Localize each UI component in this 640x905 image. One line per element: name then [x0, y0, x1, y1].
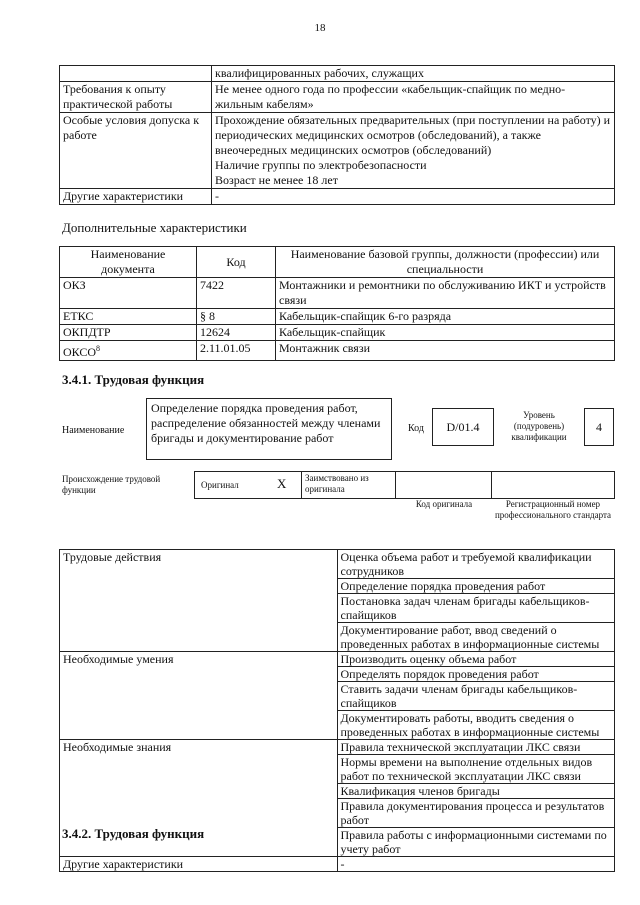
table-cell: Правила технической эксплуатации ЛКС связи	[337, 740, 615, 755]
table-cell: Особые условия допуска к работе	[60, 113, 212, 189]
okso-label: ОКСО	[63, 345, 97, 359]
group-label: Необходимые умения	[60, 652, 338, 740]
function-table	[59, 549, 615, 872]
section-heading: 3.4.2. Трудовая функция	[62, 826, 205, 841]
origin-box	[194, 471, 492, 499]
group-label: Необходимые знания	[60, 740, 338, 857]
table-cell: Постановка задач членам бригады кабельщиков-спайщиков	[337, 594, 615, 623]
footnote-mark: 8	[96, 344, 101, 353]
table-cell: Требования к опыту практической работы	[60, 82, 212, 113]
table-cell: -	[337, 857, 615, 872]
cell-line: Наличие группы по электробезопасности	[215, 158, 427, 172]
column-header: Наименование базовой группы, должности (профессии) или специальности	[276, 247, 615, 278]
reg-number-box	[491, 471, 615, 499]
table-cell: 12624	[197, 325, 276, 341]
table-cell: 2.11.01.05	[197, 341, 276, 361]
table-cell	[60, 66, 212, 82]
borrowed-label: Заимствовано из оригинала	[305, 473, 369, 494]
table-cell: Другие характеристики	[60, 189, 212, 205]
table-cell: Кабельщик-спайщик	[276, 325, 615, 341]
table-cell: Квалификация членов бригады	[337, 784, 615, 799]
table-cell: Ставить задачи членам бригады кабельщиков-спайщиков	[337, 682, 615, 711]
level-label: Уровень (подуровень) квалификации	[511, 410, 567, 442]
table-row	[60, 113, 615, 189]
additional-table	[59, 246, 615, 361]
table-row	[60, 189, 615, 205]
table-cell	[60, 341, 197, 361]
divider	[301, 472, 302, 498]
table-cell: Определять порядок проведения работ	[337, 667, 615, 682]
table-row	[60, 652, 615, 667]
table-row	[60, 309, 615, 325]
code-original-label: Код оригинала	[415, 499, 473, 509]
table-header-row	[60, 247, 615, 278]
table-cell: ОКПДТР	[60, 325, 197, 341]
table-cell: Определение порядка проведения работ	[337, 579, 615, 594]
table-cell: Правила документирования процесса и результатов работ	[337, 799, 615, 828]
function-code: D/01.4	[432, 408, 494, 446]
table-cell: Нормы времени на выполнение отдельных видов работ по технической эксплуатации ЛКС связи	[337, 755, 615, 784]
table-cell: ОКЗ	[60, 278, 197, 309]
table-cell: § 8	[197, 309, 276, 325]
function-name: Определение порядка проведения работ, распределение обязанностей между членами бригады и документирование работ	[146, 398, 392, 460]
original-label: Оригинал	[201, 480, 239, 490]
code-label: Код	[408, 423, 424, 434]
section-heading: 3.4.1. Трудовая функция	[62, 372, 205, 387]
table-cell: Производить оценку объема работ	[337, 652, 615, 667]
cell-line: Возраст не менее 18 лет	[215, 173, 338, 187]
additional-heading: Дополнительные характеристики	[62, 220, 247, 235]
table-cell: Оценка объема работ и требуемой квалификации сотрудников	[337, 550, 615, 579]
table-row	[60, 740, 615, 755]
reg-number-label: Регистрационный номер профессионального стандарта	[494, 499, 612, 520]
group-label: Трудовые действия	[60, 550, 338, 652]
group-label: Другие характеристики	[60, 857, 338, 872]
table-cell: -	[212, 189, 615, 205]
table-cell: Правила работы с информационными системами по учету работ	[337, 828, 615, 857]
column-header: Код	[197, 247, 276, 278]
page-number: 18	[314, 22, 326, 34]
table-cell	[212, 113, 615, 189]
requirements-table	[59, 65, 615, 205]
table-row	[60, 278, 615, 309]
table-cell: Документировать работы, вводить сведения о проведенных работах в информационные системы	[337, 711, 615, 740]
origin-label: Происхождение трудовой функции	[62, 474, 161, 495]
name-label: Наименование	[62, 425, 125, 436]
cell-line: Прохождение обязательных предварительных (при поступлении на работу) и периодических медицинских осмотров (обследований), а также внеочередных медицинских осмотров (обследований)	[215, 113, 611, 157]
column-header: Наименование документа	[60, 247, 197, 278]
table-row	[60, 66, 615, 82]
table-row	[60, 341, 615, 361]
original-mark: X	[277, 476, 287, 491]
divider	[395, 472, 396, 498]
table-row	[60, 325, 615, 341]
table-row	[60, 550, 615, 579]
table-cell: Монтажники и ремонтники по обслуживанию ИКТ и устройств связи	[276, 278, 615, 309]
table-row	[60, 857, 615, 872]
table-cell: 7422	[197, 278, 276, 309]
table-cell: Монтажник связи	[276, 341, 615, 361]
table-row	[60, 82, 615, 113]
table-cell: квалифицированных рабочих, служащих	[212, 66, 615, 82]
table-cell: ЕТКС	[60, 309, 197, 325]
table-cell: Документирование работ, ввод сведений о проведенных работах в информационные системы	[337, 623, 615, 652]
table-cell: Кабельщик-спайщик 6-го разряда	[276, 309, 615, 325]
qualification-level: 4	[584, 408, 614, 446]
table-cell: Не менее одного года по профессии «кабельщик-спайщик по медно-жильным кабелям»	[212, 82, 615, 113]
